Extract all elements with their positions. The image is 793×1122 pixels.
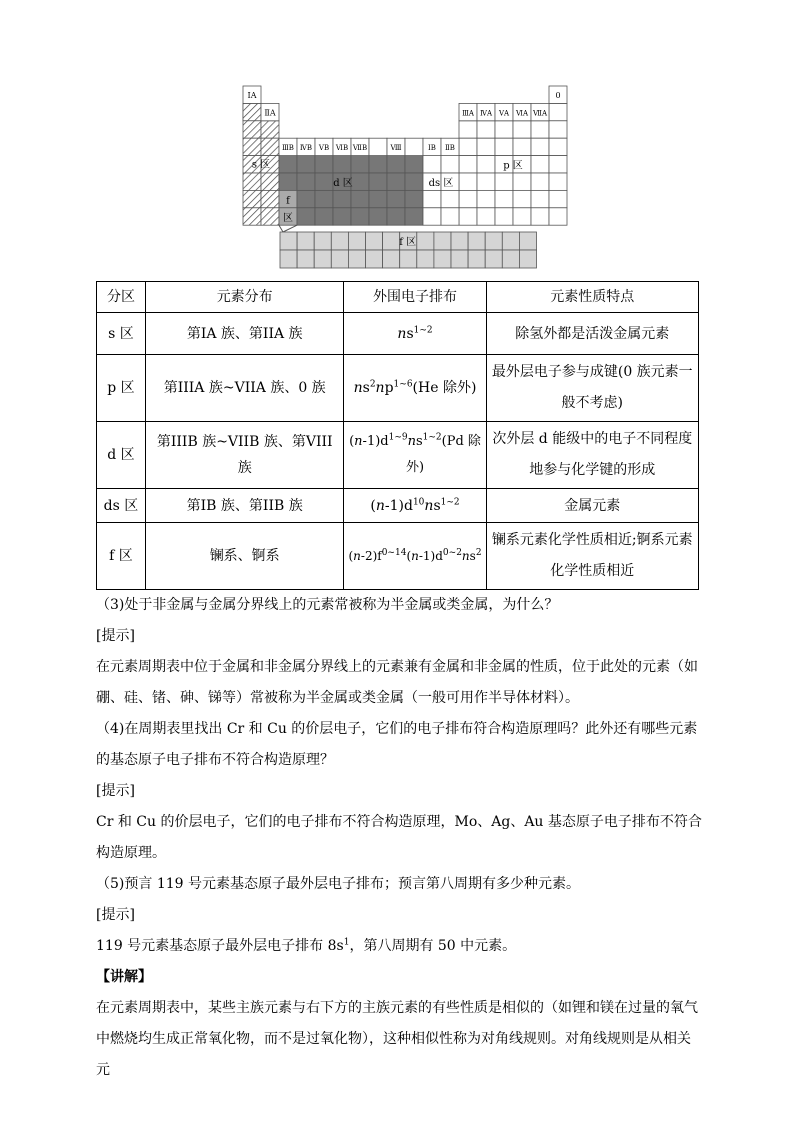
p-block-cell [531,156,549,173]
f-block-cell [314,250,331,268]
p-block-cell [477,190,495,207]
d-block-cell [405,208,423,225]
group-label: ⅤA [498,109,510,118]
hint-label: [提示] [96,628,135,644]
d-block-cell [369,156,387,173]
s-block-cell [261,208,279,225]
f-block-cell [366,232,383,250]
s-block-cell [243,138,261,155]
f-region-label: 区 [283,212,293,224]
f-block-cell [400,250,417,268]
header-cell: 元素分布 [145,282,344,313]
config-cell: $(n-1)d^{1\sim 9}ns^{1\sim 2}(Pd$ 除外) [344,422,486,489]
group-label: ⅢA [462,109,474,118]
p-block-cell [549,156,567,173]
header-cell: 分区 [97,282,146,313]
f-region-label: f [286,195,290,207]
group-label: ⅠA [247,91,257,100]
config-cell: $(n-1)d^{10}ns^{1\sim 2}$ [344,489,486,523]
group-label: ⅦB [352,144,368,153]
f-block-cell [434,232,451,250]
d-block-cell [297,190,315,207]
distribution-cell: 镧系、锕系 [145,523,344,590]
d-block-cell [333,190,351,207]
table-row [97,355,699,422]
f-block-cell [280,250,297,268]
question-4: （4)在周期表里找出 Cr 和 Cu 的价层电子，它们的电子排布符合构造原理吗？此外还有哪些元素的基态原子电子排布不符合构造原理？ [96,721,698,768]
section-heading: 【讲解】 [96,969,152,985]
f-block-cell [485,232,502,250]
p-block-cell [459,173,477,190]
d-block-cell [315,190,333,207]
p-block-cell [459,121,477,138]
config-cell: $(n-2)f^{0\sim 14}(n-1)d^{0\sim 2}ns^2$ [344,523,486,590]
d-block-cell [387,190,405,207]
f-block-cell [297,232,314,250]
table-row [97,489,699,523]
zone-cell: s 区 [97,313,146,355]
d-block-cell [315,173,333,190]
group-label-cell [369,138,387,155]
distribution-cell: 第IIIA 族~VIIA 族、0 族 [145,355,344,422]
ds-block-cell [441,208,459,225]
p-block-cell [459,156,477,173]
f-block-cell [297,250,314,268]
p-block-cell [549,121,567,138]
d-block-cell [315,156,333,173]
f-block-cell [451,232,468,250]
p-block-cell [477,121,495,138]
zone-cell: f 区 [97,523,146,590]
periodic-table-figure [0,0,793,275]
f-block-cell [417,232,434,250]
ds-region-label: ds 区 [428,178,454,189]
f-block-cell [383,250,400,268]
question-5: （5)预言 119 号元素基态原子最外层电子排布；预言第八周期有多少种元素。 [96,876,580,892]
hint-label: [提示] [96,907,135,923]
p-block-cell [549,173,567,190]
d-block-cell [351,173,369,190]
distribution-cell: 第IIIB 族~VIIB 族、第VIII族 [145,422,344,489]
config-cell: $ns^2np^{1\sim 6}(He$ 除外) [344,355,486,422]
d-block-cell [405,190,423,207]
f-block-cell [366,250,383,268]
answer-5: 119 号元素基态原子最外层电子排布 $8s^1$，第八周期有 50 中元素。 [96,937,517,954]
s-block-cell [243,173,261,190]
d-block-cell [405,156,423,173]
s-block-cell [243,190,261,207]
property-cell: 除氢外都是活泼金属元素 [486,313,698,355]
f-block-cell [485,250,502,268]
d-block-cell [369,208,387,225]
d-block-cell [333,208,351,225]
d-block-cell [279,173,297,190]
s-block-cell [243,208,261,225]
p-block-cell [513,138,531,155]
s-region-label: s 区 [251,159,271,171]
group-label: ⅣB [299,144,313,153]
zone-cell: ds 区 [97,489,146,523]
d-block-cell [351,208,369,225]
p-region-label: p 区 [503,160,523,172]
p-block-cell [531,208,549,225]
header-cell: 外围电子排布 [344,282,486,313]
f-block-cell [331,250,348,268]
group-label: ⅤB [318,144,330,153]
ds-block-cell [441,156,459,173]
d-block-cell [369,173,387,190]
p-block-cell [531,190,549,207]
d-block-cell [351,190,369,207]
hint-label: [提示] [96,783,135,799]
p-block-cell [513,208,531,225]
d-block-cell [297,208,315,225]
p-block-cell [549,208,567,225]
f-block-cell [280,232,297,250]
p-block-cell [531,121,549,138]
d-block-cell [387,156,405,173]
connector-line [279,225,283,232]
group-label: ⅠB [428,144,436,153]
p-block-cell [495,190,513,207]
table-header-row [97,282,699,313]
f-block-cell [468,232,485,250]
d-block-cell [297,173,315,190]
d-block-cell [351,156,369,173]
d-block-cell [297,156,315,173]
f-block-cell [314,232,331,250]
f-block-cell [331,232,348,250]
d-block-cell [315,208,333,225]
group-label: ⅥB [335,144,349,153]
zone-cell: d 区 [97,422,146,489]
group-label: ⅣA [479,109,493,118]
p-block-cell [549,103,567,120]
group-label: ⅡA [264,108,276,118]
answer-3: 在元素周期表中位于金属和非金属分界线上的元素兼有金属和非金属的性质，位于此处的元素（如硼、硅、锗、砷、锑等）常被称为半金属或类金属（一般可用作半导体材料）。 [96,659,698,706]
config-cell: $ns^{1\sim 2}$ [344,313,486,355]
f-block-cell [451,250,468,268]
p-block-cell [459,190,477,207]
group-label: ⅡB [445,144,455,153]
s-block-cell [243,121,261,138]
zones-table [96,281,699,590]
group-label: 0 [555,91,561,100]
p-block-cell [477,138,495,155]
ds-block-cell [423,208,441,225]
f-block-cell [348,250,365,268]
p-block-cell [477,156,495,173]
property-cell: 金属元素 [486,489,698,523]
f-block-cell [502,232,519,250]
ds-block-cell [441,190,459,207]
d-region-label: d 区 [333,178,353,189]
group-label: ⅦA [532,109,548,118]
f-bottom-region-label: f 区 [399,237,417,248]
question-3: （3)处于非金属与金属分界线上的元素常被称为半金属或类金属，为什么？ [96,597,559,613]
f-block-cell [417,250,434,268]
s-block-cell [261,173,279,190]
table-row [97,422,699,489]
p-block-cell [495,173,513,190]
p-block-cell [495,121,513,138]
p-block-cell [495,138,513,155]
distribution-cell: 第IB 族、第IIB 族 [145,489,344,523]
group-label: Ⅷ [390,144,402,153]
ds-block-cell [423,156,441,173]
f-block-cell [468,250,485,268]
p-block-cell [477,208,495,225]
p-block-cell [549,190,567,207]
f-block-cell [519,232,536,250]
group-label: ⅢB [282,144,294,153]
f-block-cell [519,250,536,268]
table-row [97,523,699,590]
f-block-cell [502,250,519,268]
p-block-cell [513,121,531,138]
distribution-cell: 第IA 族、第IIA 族 [145,313,344,355]
f-block-cell [383,232,400,250]
group-label: ⅥA [515,109,529,118]
zone-cell: p 区 [97,355,146,422]
ds-block-cell [423,190,441,207]
property-cell: 镧系元素化学性质相近;锕系元素化学性质相近 [486,523,698,590]
f-block-cell [434,250,451,268]
p-block-cell [459,138,477,155]
f-block-cell [348,232,365,250]
d-block-cell [333,156,351,173]
p-block-cell [459,208,477,225]
p-block-cell [477,173,495,190]
explanation: 在元素周期表中，某些主族元素与右下方的主族元素的有些性质是相似的（如锂和镁在过量的氧气中燃烧均生成正常氧化物，而不是过氧化物），这种相似性称为对角线规则。对角线规则是从相关元 [96,1000,698,1078]
connector-line [283,225,297,232]
d-block-cell [405,173,423,190]
p-block-cell [495,208,513,225]
s-block-cell [261,190,279,207]
p-block-cell [531,173,549,190]
d-block-cell [369,190,387,207]
d-block-cell [387,173,405,190]
answer-4: Cr 和 Cu 的价层电子，它们的电子排布不符合构造原理，Mo、Ag、Au 基态原子电子排布不符合构造原理。 [96,814,702,861]
p-block-cell [531,138,549,155]
group-label-cell [405,138,423,155]
d-block-cell [279,156,297,173]
property-cell: 次外层 d 能级中的电子不同程度地参与化学键的形成 [486,422,698,489]
p-block-cell [513,173,531,190]
header-cell: 元素性质特点 [486,282,698,313]
s-block-cell [243,103,261,120]
p-block-cell [549,138,567,155]
d-block-cell [387,208,405,225]
s-block-cell [261,121,279,138]
property-cell: 最外层电子参与成键(0 族元素一般不考虑) [486,355,698,422]
s-block-cell [261,138,279,155]
table-row [97,313,699,355]
p-block-cell [513,190,531,207]
